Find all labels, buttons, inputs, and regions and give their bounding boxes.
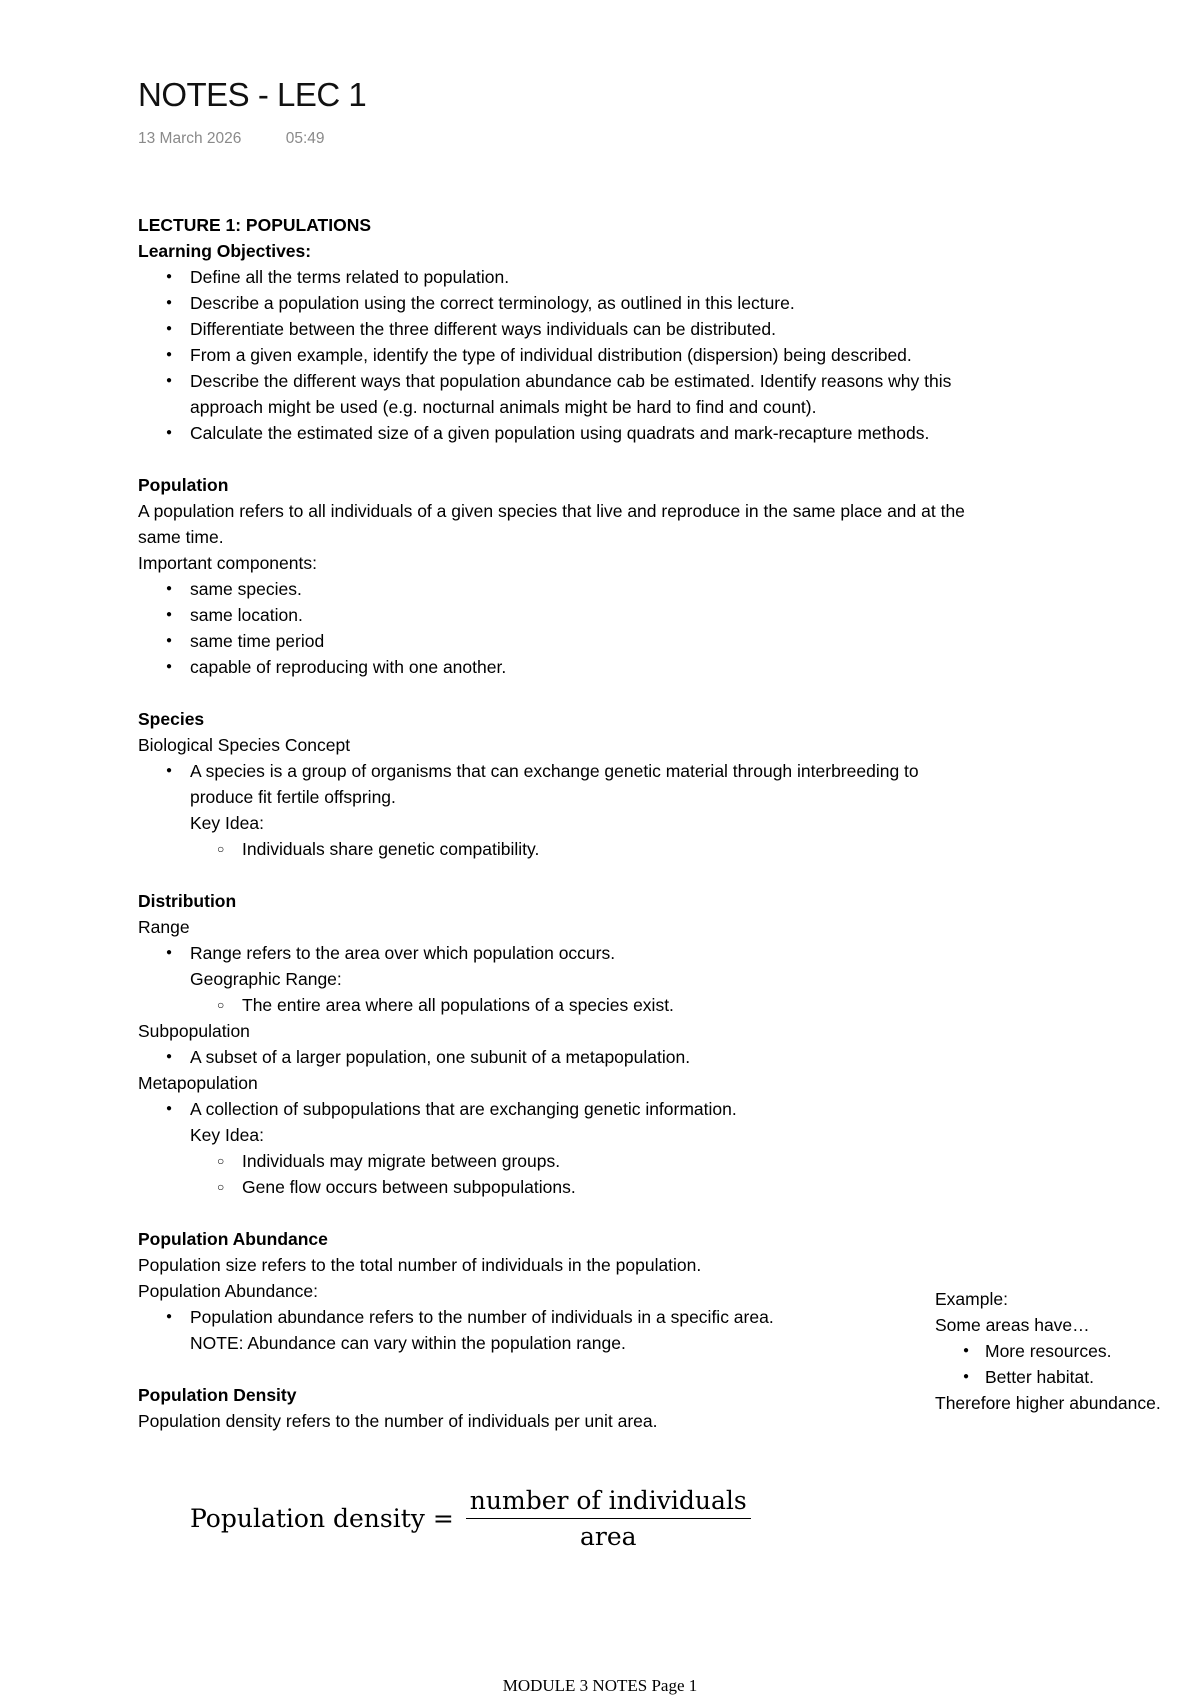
species-heading: Species: [138, 709, 205, 729]
list-item: ● A collection of subpopulations that are exchanging genetic information.: [138, 1096, 978, 1122]
abundance-label: Population Abundance:: [138, 1281, 319, 1301]
list-item: ● same time period: [138, 628, 978, 654]
list-item: ● Describe a population using the correct terminology, as outlined in this lecture.: [138, 290, 978, 316]
species-list: [138, 758, 978, 810]
page-time: 05:49: [285, 130, 325, 147]
list-item: ● A subset of a larger population, one subunit of a metapopulation.: [138, 1044, 978, 1070]
geo-range-label: Geographic Range:: [190, 969, 342, 989]
page-title: NOTES - LEC 1: [138, 76, 367, 113]
components-list: [138, 576, 978, 680]
list-item: ● Describe the different ways that population abundance cab be estimated. Identify reasons why this approach might be used (e.g. nocturnal animals might be hard to find and count).: [138, 368, 978, 420]
lecture-title: LECTURE 1: POPULATIONS: [138, 215, 372, 235]
list-item: ○ Gene flow occurs between subpopulations.: [138, 1174, 978, 1200]
list-item: ● same location.: [138, 602, 978, 628]
objectives-list: [138, 264, 978, 446]
metapopulation-list: [138, 1096, 978, 1122]
formula-denominator: area: [579, 1522, 637, 1551]
list-item: ● More resources.: [935, 1338, 1161, 1364]
formula-lhs: Population density =: [190, 1504, 454, 1533]
side-note-conclusion: Therefore higher abundance.: [935, 1393, 1161, 1413]
list-item: ● From a given example, identify the type of individual distribution (dispersion) being described.: [138, 342, 978, 368]
abundance-list: [138, 1304, 978, 1330]
list-item: ○ The entire area where all populations of a species exist.: [138, 992, 978, 1018]
species-concept: Biological Species Concept: [138, 735, 351, 755]
species-key-label: Key Idea:: [190, 813, 264, 833]
density-formula: [190, 1486, 751, 1551]
objectives-heading: Learning Objectives:: [138, 241, 312, 261]
subpopulation-list: [138, 1044, 978, 1070]
geo-range-list: [138, 992, 978, 1018]
list-item: ● Differentiate between the three different ways individuals can be distributed.: [138, 316, 978, 342]
note-body: [138, 212, 978, 1434]
list-item: ● Define all the terms related to population.: [138, 264, 978, 290]
metapopulation-label: Metapopulation: [138, 1073, 258, 1093]
formula-numerator: number of individuals: [466, 1486, 751, 1519]
list-item: ● Better habitat.: [935, 1364, 1161, 1390]
page-date: 13 March 2026: [138, 130, 242, 147]
metapop-key-list: [138, 1148, 978, 1200]
side-note-line: Example:: [935, 1289, 1008, 1309]
list-item: ○ Individuals share genetic compatibility.: [138, 836, 978, 862]
formula-fraction: [466, 1486, 751, 1551]
metapop-key-label: Key Idea:: [190, 1125, 264, 1145]
subpopulation-label: Subpopulation: [138, 1021, 250, 1041]
list-item: ● Population abundance refers to the number of individuals in a specific area.: [138, 1304, 978, 1330]
population-definition: A population refers to all individuals of a given species that live and reproduce in the same place and at the same time.: [138, 501, 965, 547]
list-item: ● Calculate the estimated size of a given population using quadrats and mark-recapture methods.: [138, 420, 978, 446]
density-definition: Population density refers to the number of individuals per unit area.: [138, 1411, 658, 1431]
side-note-line: Some areas have…: [935, 1315, 1090, 1335]
page-footer: MODULE 3 NOTES Page 1: [502, 1676, 698, 1695]
list-item: ● capable of reproducing with one another.: [138, 654, 978, 680]
abundance-heading: Population Abundance: [138, 1229, 328, 1249]
abundance-note: NOTE: Abundance can vary within the population range.: [190, 1333, 626, 1353]
side-note: [935, 1286, 1161, 1416]
population-size-definition: Population size refers to the total number of individuals in the population.: [138, 1255, 702, 1275]
density-heading: Population Density: [138, 1385, 297, 1405]
range-label: Range: [138, 917, 190, 937]
list-item: ● Range refers to the area over which population occurs.: [138, 940, 978, 966]
distribution-heading: Distribution: [138, 891, 237, 911]
page-meta: [138, 130, 325, 148]
list-item: ● same species.: [138, 576, 978, 602]
list-item: ○ Individuals may migrate between groups.: [138, 1148, 978, 1174]
species-key-list: [138, 836, 978, 862]
range-list: [138, 940, 978, 966]
list-item: ● A species is a group of organisms that can exchange genetic material through interbreeding to produce fit fertile offspring.: [138, 758, 978, 810]
population-heading: Population: [138, 475, 229, 495]
side-note-list: [935, 1338, 1161, 1390]
components-label: Important components:: [138, 553, 317, 573]
